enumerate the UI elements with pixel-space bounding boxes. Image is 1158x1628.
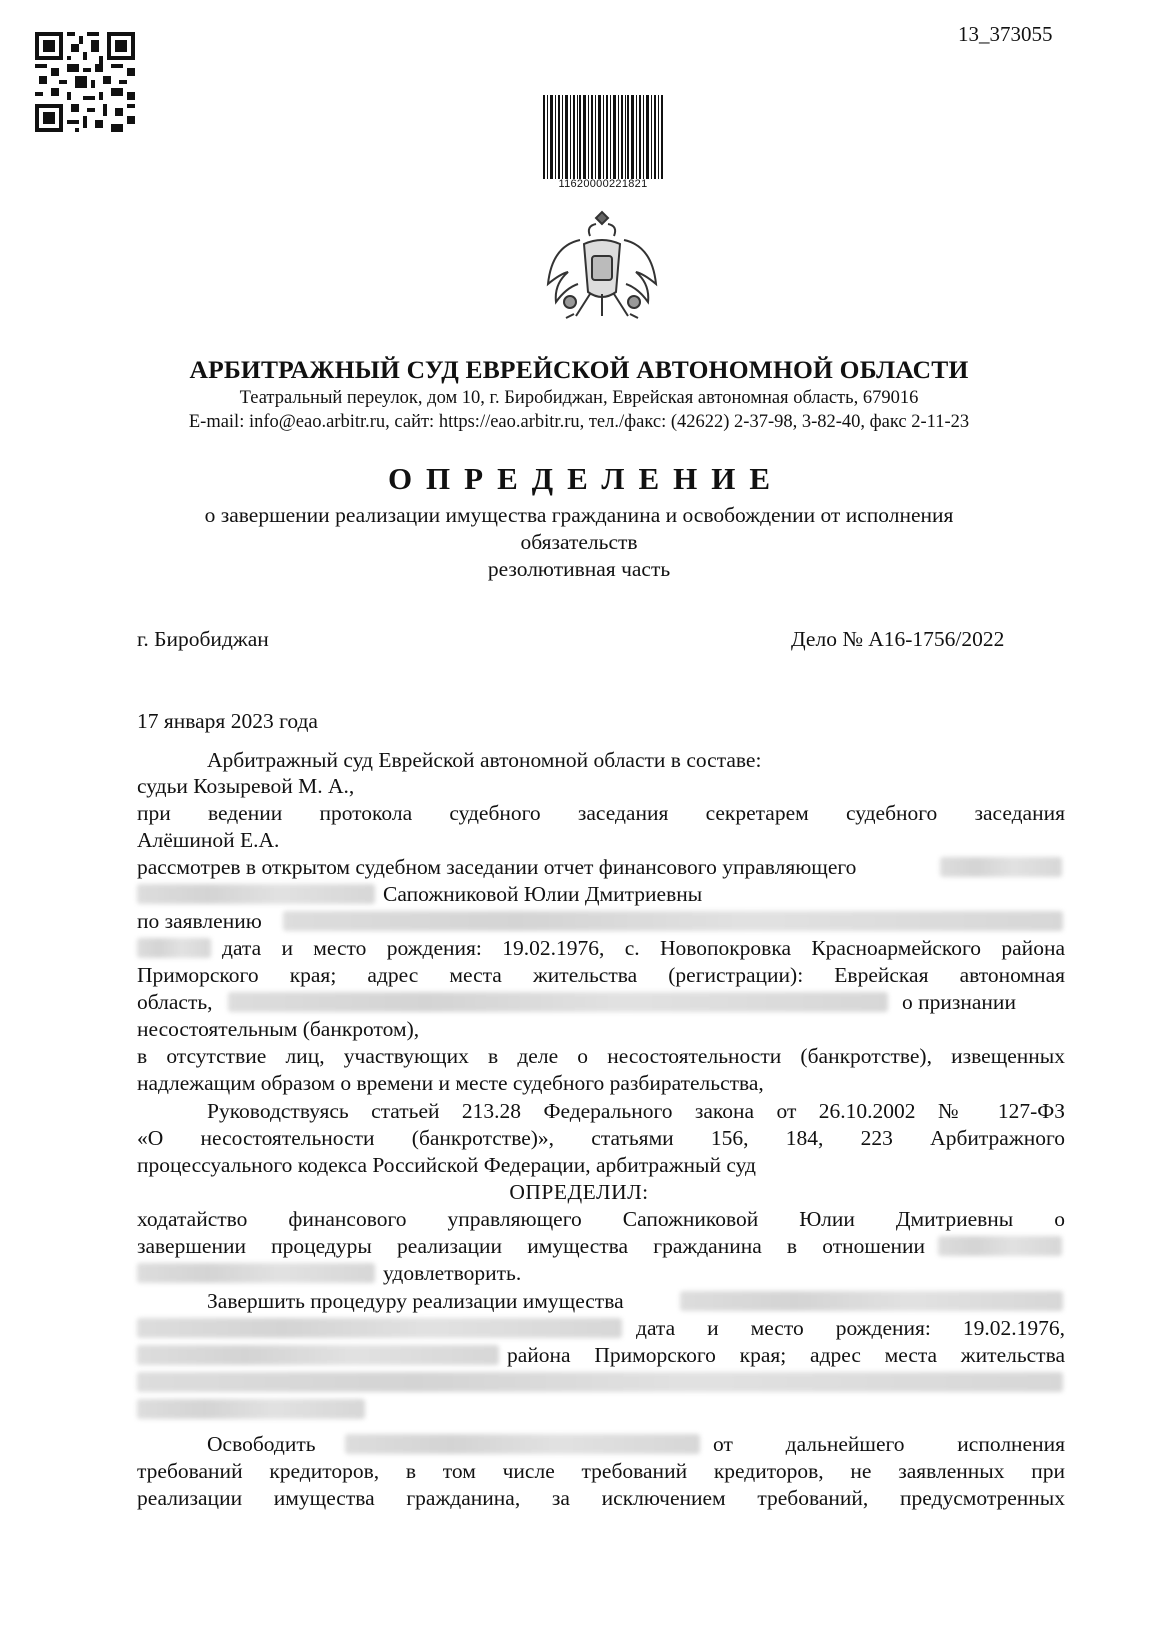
body-line: Арбитражный суд Еврейской автономной области в составе:: [207, 748, 762, 772]
body-line: процессуального кодекса Российской Федерации, арбитражный суд: [137, 1153, 756, 1177]
redacted-text: [283, 911, 1063, 931]
city: г. Биробиджан: [137, 627, 269, 651]
case-number: Дело № А16-1756/2022: [791, 627, 1005, 651]
body-line: в отсутствие лиц, участвующих в деле о несостоятельности (банкротстве), извещенных: [137, 1044, 1065, 1068]
body-line: о признании: [902, 990, 1016, 1014]
document-date: 17 января 2023 года: [137, 709, 318, 733]
qr-code-icon: [35, 32, 135, 132]
document-subtitle-part: резолютивная часть: [487, 557, 671, 581]
body-line: по заявлению: [137, 909, 262, 933]
body-line: Алёшиной Е.А.: [137, 828, 280, 852]
body-line: рассмотрев в открытом судебном заседании отчет финансового управляющего: [137, 855, 857, 879]
redacted-text: [137, 1345, 499, 1365]
body-line: Сапожниковой Юлии Дмитриевны: [383, 882, 703, 906]
body-line: несостоятельным (банкротом),: [137, 1017, 420, 1041]
barcode-number: 11620000221821: [558, 178, 648, 190]
body-line: дата и место рождения: 19.02.1976, с. Новопокровка Красноармейского района: [222, 936, 1065, 960]
body-line: района Приморского края; адрес места жительства: [507, 1343, 1065, 1367]
redacted-text: [137, 884, 375, 904]
court-name: АРБИТРАЖНЫЙ СУД ЕВРЕЙСКОЙ АВТОНОМНОЙ ОБЛАСТИ: [189, 355, 969, 384]
redacted-text: [137, 1318, 622, 1338]
redacted-text: [137, 1263, 375, 1283]
body-line: требований кредиторов, в том числе требований кредиторов, не заявленных при: [137, 1459, 1065, 1483]
court-address: Театральный переулок, дом 10, г. Биробиджан, Еврейская автономная область, 679016: [239, 388, 919, 408]
redacted-text: [940, 857, 1062, 877]
redacted-text: [137, 1399, 365, 1419]
body-line: от дальнейшего исполнения: [713, 1432, 1065, 1456]
body-line: при ведении протокола судебного заседания секретарем судебного заседания: [137, 801, 1065, 825]
body-line: Руководствуясь статьей 213.28 Федерального закона от 26.10.2002 № 127-ФЗ: [207, 1099, 1065, 1123]
coat-of-arms-icon: [540, 210, 664, 330]
body-line: Освободить: [207, 1432, 316, 1456]
body-line: надлежащим образом о времени и месте судебного разбирательства,: [137, 1071, 764, 1095]
body-line: область,: [137, 990, 213, 1014]
body-line: реализации имущества гражданина, за исключением требований, предусмотренных: [137, 1486, 1065, 1510]
page-id: 13_373055: [958, 22, 1053, 46]
redacted-text: [228, 992, 888, 1012]
body-line: Приморского края; адрес места жительства (регистрации): Еврейская автономная: [137, 963, 1065, 987]
operative-heading: ОПРЕДЕЛИЛ:: [509, 1180, 649, 1204]
body-line: ходатайство финансового управляющего Сапожниковой Юлии Дмитриевны о: [137, 1207, 1065, 1231]
document-subtitle: обязательств: [520, 530, 638, 554]
redacted-text: [345, 1434, 700, 1454]
body-line: завершении процедуры реализации имущества гражданина в отношении: [137, 1234, 925, 1258]
body-line: удовлетворить.: [383, 1261, 522, 1285]
body-line: «О несостоятельности (банкротстве)», статьями 156, 184, 223 Арбитражного: [137, 1126, 1065, 1150]
body-line: судьи Козыревой М. А.,: [137, 774, 355, 798]
redacted-text: [137, 1372, 1063, 1392]
document-subtitle: о завершении реализации имущества гражданина и освобождении от исполнения: [204, 503, 954, 527]
redacted-text: [137, 938, 211, 958]
body-line: Завершить процедуру реализации имущества: [207, 1289, 624, 1313]
redacted-text: [938, 1236, 1062, 1256]
barcode-icon: [543, 95, 663, 179]
document-title: ОПРЕДЕЛЕНИЕ: [387, 461, 785, 496]
redacted-text: [680, 1291, 1063, 1311]
court-contacts: E-mail: info@eao.arbitr.ru, сайт: https://eao.arbitr.ru, тел./факс: (42622) 2-37-98, 3-82-40, факс 2-11-23: [188, 412, 970, 432]
body-line: дата и место рождения: 19.02.1976,: [636, 1316, 1065, 1340]
